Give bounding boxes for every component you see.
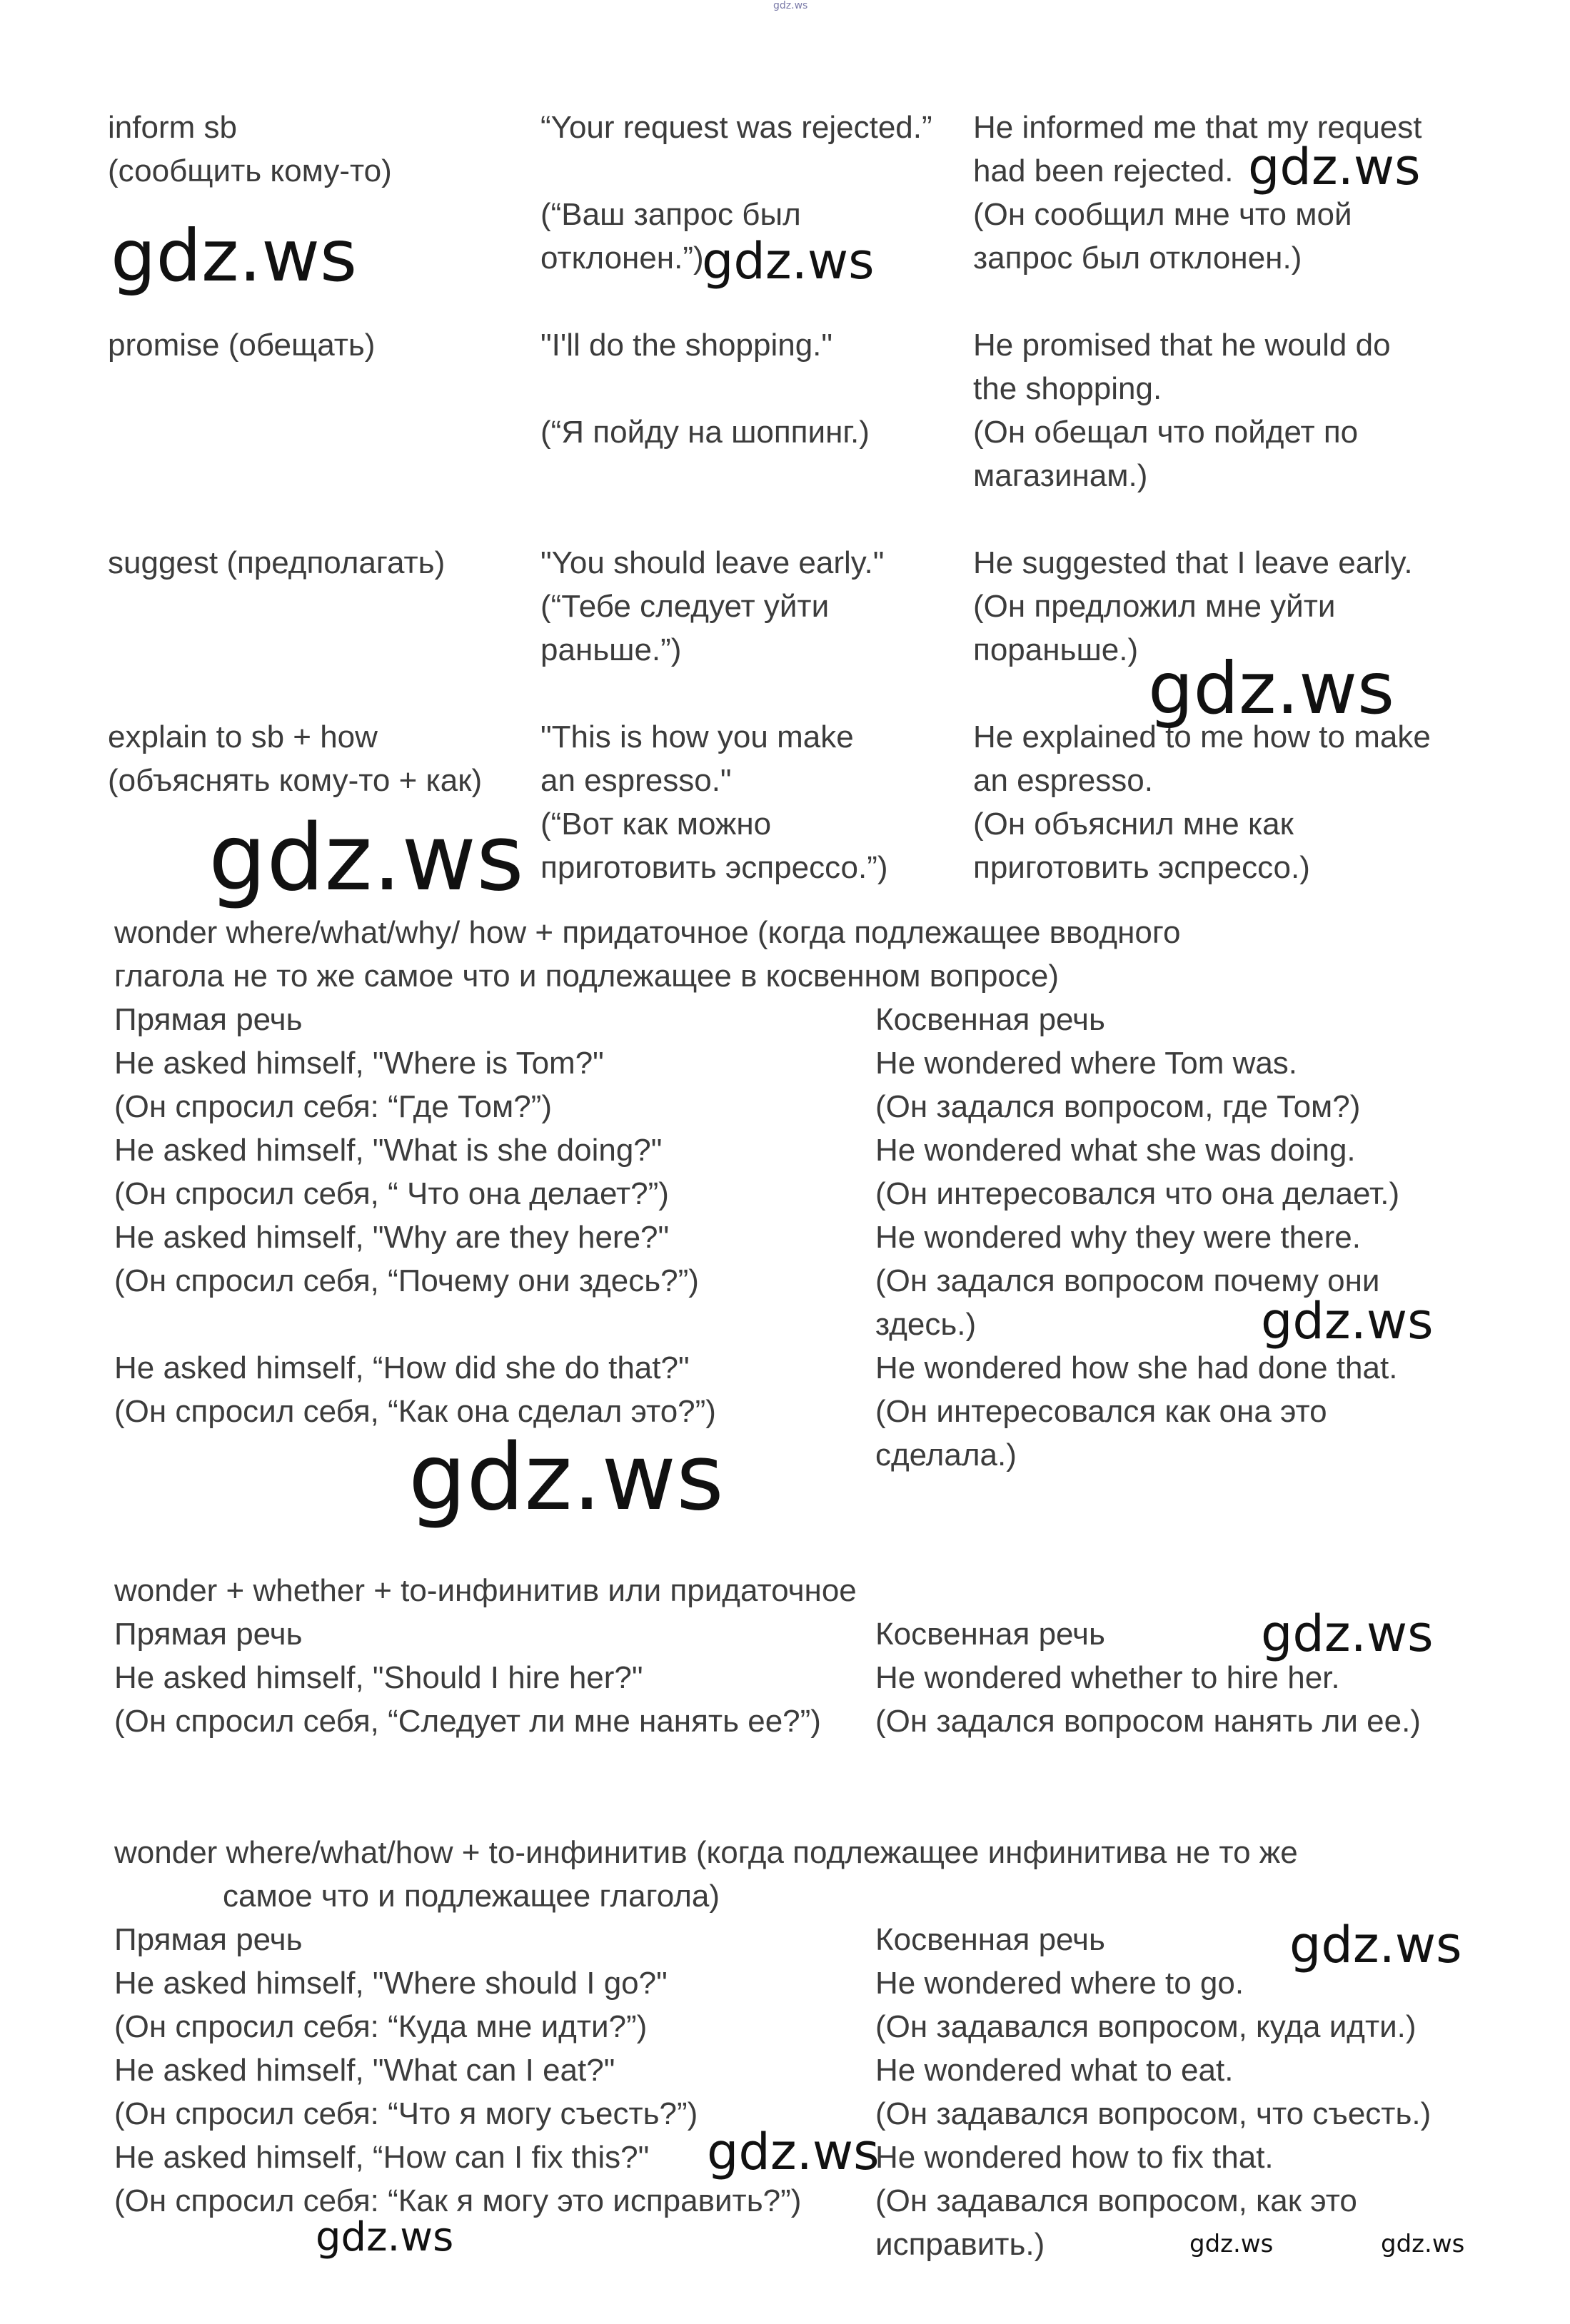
verb-explain: explain to sb + how bbox=[108, 719, 378, 754]
watermark: gdz.ws bbox=[1381, 2230, 1465, 2258]
reported-inform-3: (Он сообщил мне что мой bbox=[973, 197, 1352, 232]
verb-inform-translation: (сообщить кому-то) bbox=[108, 153, 392, 188]
section1-heading-1: wonder where/what/why/ how + придаточное (когда подлежащее вводного bbox=[114, 915, 1181, 950]
watermark: gdz.ws bbox=[707, 2123, 880, 2181]
section3-left-6: (Он спросил себя: “Как я могу это исправить?”) bbox=[114, 2183, 802, 2218]
section2-direct-header: Прямая речь bbox=[114, 1617, 303, 1652]
direct-suggest-translation-2: раньше.”) bbox=[540, 632, 682, 667]
section1-left-7: He asked himself, “How did she do that?" bbox=[114, 1350, 690, 1385]
watermark: gdz.ws bbox=[1148, 647, 1395, 730]
section1-right-9: (Он интересовался как она это bbox=[875, 1394, 1327, 1429]
reported-inform-1: He informed me that my request bbox=[973, 110, 1422, 145]
watermark: gdz.ws bbox=[1248, 138, 1421, 196]
watermark: gdz.ws bbox=[111, 214, 358, 298]
section1-reported-header: Косвенная речь bbox=[875, 1002, 1105, 1037]
reported-explain-2: an espresso. bbox=[973, 763, 1153, 798]
header-watermark: gdz.ws bbox=[773, 0, 808, 11]
watermark: gdz.ws bbox=[1189, 2230, 1274, 2258]
watermark: gdz.ws bbox=[408, 1425, 724, 1531]
section3-right-1: He wondered where to go. bbox=[875, 1966, 1244, 2001]
section1-right-2: (Он задался вопросом, где Том?) bbox=[875, 1089, 1361, 1124]
section1-left-1: He asked himself, "Where is Tom?" bbox=[114, 1046, 604, 1081]
watermark: gdz.ws bbox=[208, 805, 524, 911]
verb-explain-translation: (объяснять кому-то + как) bbox=[108, 763, 483, 798]
reported-explain-4: приготовить эспрессо.) bbox=[973, 850, 1310, 885]
direct-suggest-translation-1: (“Тебе следует уйти bbox=[540, 589, 830, 624]
section3-left-4: (Он спросил себя: “Что я могу съесть?”) bbox=[114, 2096, 698, 2131]
section2-left-1: He asked himself, "Should I hire her?" bbox=[114, 1660, 643, 1695]
section1-left-5: He asked himself, "Why are they here?" bbox=[114, 1220, 670, 1255]
section2-heading: wonder + whether + to-инфинитив или придаточное bbox=[114, 1573, 857, 1608]
reported-promise-4: магазинам.) bbox=[973, 458, 1148, 493]
direct-explain-1: "This is how you make bbox=[540, 719, 854, 754]
section1-heading-2: глагола не то же самое что и подлежащее в косвенном вопросе) bbox=[114, 959, 1060, 994]
section3-right-6: (Он задавался вопросом, как это bbox=[875, 2183, 1357, 2218]
section3-left-2: (Он спросил себя: “Куда мне идти?”) bbox=[114, 2009, 648, 2044]
section1-direct-header: Прямая речь bbox=[114, 1002, 303, 1037]
section3-heading-1: wonder where/what/how + to-инфинитив (когда подлежащее инфинитива не то же bbox=[114, 1835, 1298, 1870]
section3-reported-header: Косвенная речь bbox=[875, 1922, 1105, 1957]
verb-promise: promise (обещать) bbox=[108, 328, 376, 363]
section1-right-7: здесь.) bbox=[875, 1307, 977, 1342]
section1-right-1: He wondered where Tom was. bbox=[875, 1046, 1298, 1081]
section3-right-4: (Он задавался вопросом, что съесть.) bbox=[875, 2096, 1431, 2131]
reported-inform-4: запрос был отклонен.) bbox=[973, 241, 1302, 276]
reported-inform-2: had been rejected. bbox=[973, 153, 1234, 188]
watermark: gdz.ws bbox=[1261, 1605, 1434, 1663]
section1-right-3: He wondered what she was doing. bbox=[875, 1133, 1356, 1168]
reported-explain-1: He explained to me how to make bbox=[973, 719, 1431, 754]
reported-promise-2: the shopping. bbox=[973, 371, 1162, 406]
direct-inform: “Your request was rejected.” bbox=[540, 110, 932, 145]
reported-promise-1: He promised that he would do bbox=[973, 328, 1391, 363]
section1-right-10: сделала.) bbox=[875, 1438, 1017, 1472]
section2-reported-header: Косвенная речь bbox=[875, 1617, 1105, 1652]
section3-heading-2: самое что и подлежащее глагола) bbox=[223, 1879, 720, 1914]
reported-suggest-2: (Он предложил мне уйти bbox=[973, 589, 1336, 624]
direct-explain-4: приготовить эспрессо.”) bbox=[540, 850, 888, 885]
direct-inform-translation-1: (“Ваш запрос был bbox=[540, 197, 801, 232]
section2-right-1: He wondered whether to hire her. bbox=[875, 1660, 1340, 1695]
section1-right-4: (Он интересовался что она делает.) bbox=[875, 1176, 1400, 1211]
watermark: gdz.ws bbox=[702, 232, 875, 290]
direct-promise-translation: (“Я пойду на шоппинг.) bbox=[540, 415, 870, 450]
section2-left-2: (Он спросил себя, “Следует ли мне нанять ее?”) bbox=[114, 1704, 821, 1739]
section3-left-1: He asked himself, "Where should I go?" bbox=[114, 1966, 668, 2001]
section1-left-2: (Он спросил себя: “Где Том?”) bbox=[114, 1089, 552, 1124]
direct-explain-2: an espresso." bbox=[540, 763, 732, 798]
section1-left-8: (Он спросил себя, “Как она сделал это?”) bbox=[114, 1394, 716, 1429]
reported-promise-3: (Он обещал что пойдет по bbox=[973, 415, 1359, 450]
section3-left-3: He asked himself, "What can I eat?" bbox=[114, 2053, 615, 2088]
direct-explain-3: (“Вот как можно bbox=[540, 807, 772, 842]
direct-inform-translation-2: отклонен.”) bbox=[540, 241, 704, 276]
section3-left-5: He asked himself, “How can I fix this?" bbox=[114, 2140, 650, 2175]
reported-explain-3: (Он объяснил мне как bbox=[973, 807, 1294, 842]
section3-right-2: (Он задавался вопросом, куда идти.) bbox=[875, 2009, 1416, 2044]
direct-promise: "I'll do the shopping." bbox=[540, 328, 833, 363]
section3-right-5: He wondered how to fix that. bbox=[875, 2140, 1274, 2175]
watermark: gdz.ws bbox=[1261, 1292, 1434, 1350]
watermark: gdz.ws bbox=[316, 2214, 454, 2260]
verb-inform: inform sb bbox=[108, 110, 237, 145]
section1-left-3: He asked himself, "What is she doing?" bbox=[114, 1133, 663, 1168]
verb-suggest: suggest (предполагать) bbox=[108, 545, 446, 580]
section1-left-6: (Он спросил себя, “Почему они здесь?”) bbox=[114, 1263, 699, 1298]
section1-left-4: (Он спросил себя, “ Что она делает?”) bbox=[114, 1176, 669, 1211]
section3-direct-header: Прямая речь bbox=[114, 1922, 303, 1957]
section2-right-2: (Он задался вопросом нанять ли ее.) bbox=[875, 1704, 1421, 1739]
reported-suggest-3: пораньше.) bbox=[973, 632, 1139, 667]
section1-right-6: (Он задался вопросом почему они bbox=[875, 1263, 1380, 1298]
section3-right-3: He wondered what to eat. bbox=[875, 2053, 1234, 2088]
section1-right-5: He wondered why they were there. bbox=[875, 1220, 1361, 1255]
watermark: gdz.ws bbox=[1289, 1916, 1462, 1974]
reported-suggest-1: He suggested that I leave early. bbox=[973, 545, 1413, 580]
section1-right-8: He wondered how she had done that. bbox=[875, 1350, 1398, 1385]
direct-suggest: "You should leave early." bbox=[540, 545, 885, 580]
section3-right-7: исправить.) bbox=[875, 2227, 1045, 2262]
